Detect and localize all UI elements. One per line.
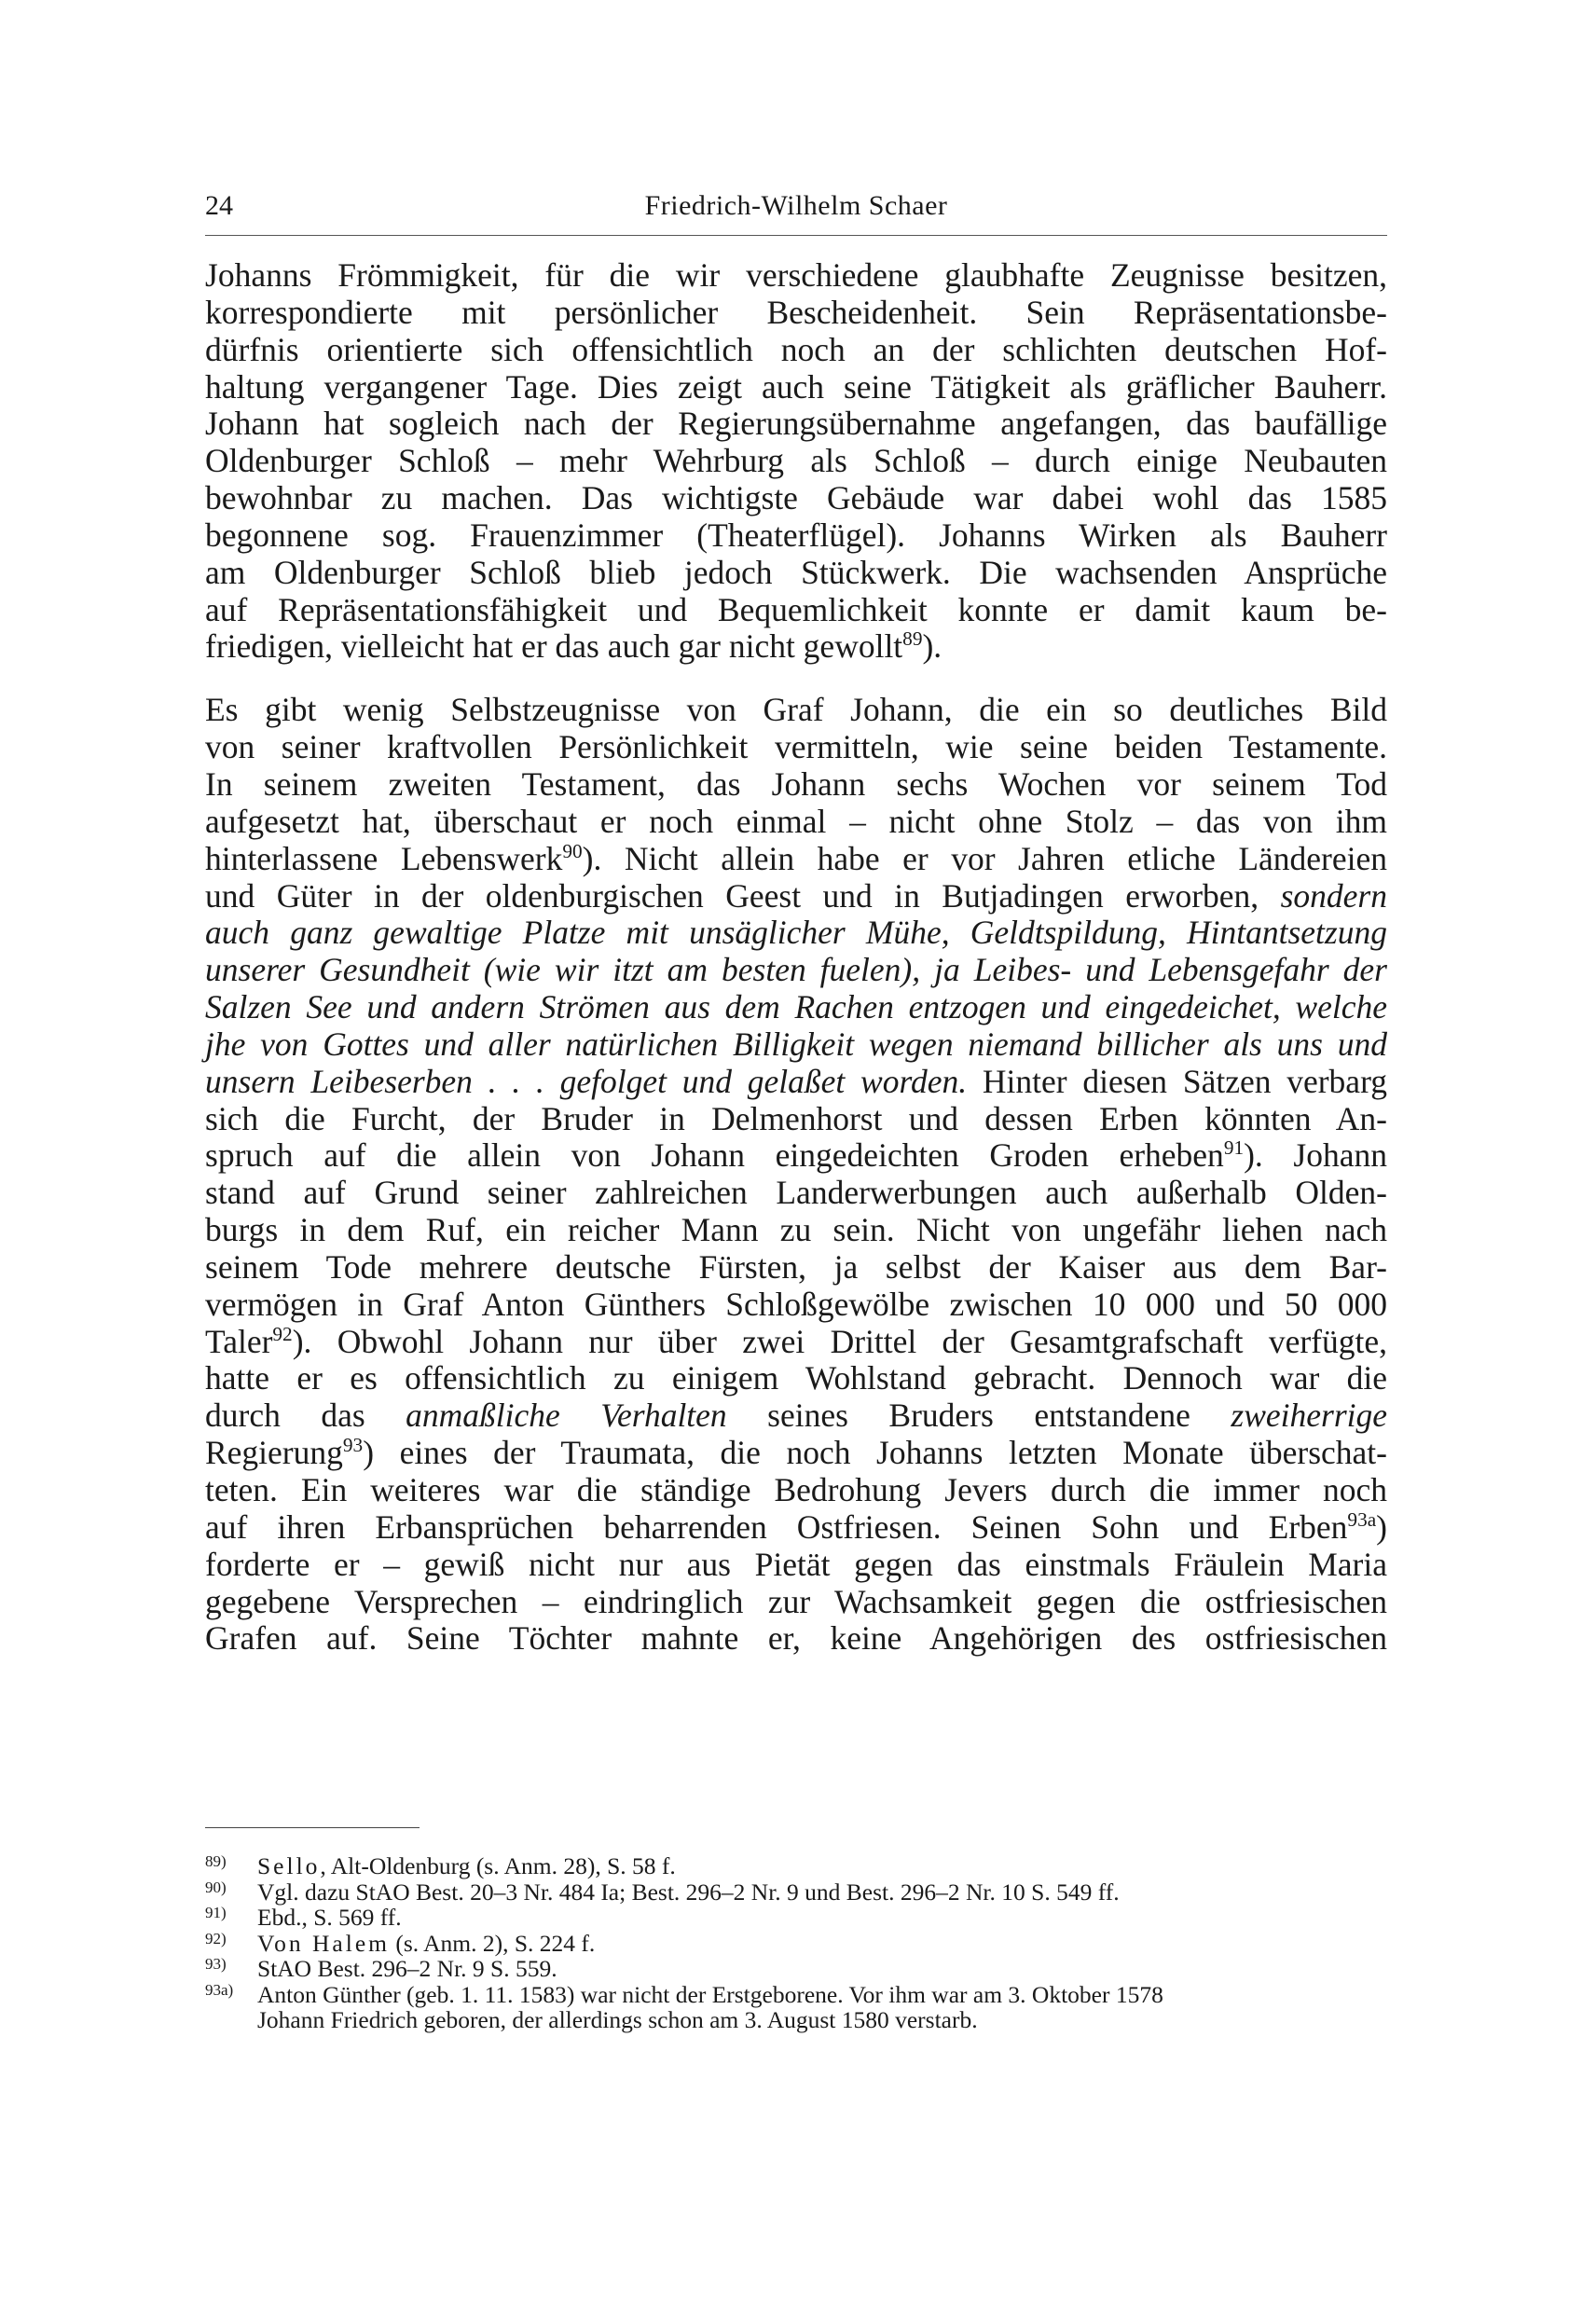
text-line xyxy=(205,628,1387,666)
footnote-ref: 89 xyxy=(902,627,923,651)
text-line: am Oldenburger Schloß blieb jedoch Stückwerk. Die wachsenden Ansprüche xyxy=(205,553,1387,591)
paragraph-2 xyxy=(205,692,1387,1658)
footnote-mark: 89) xyxy=(205,1852,227,1870)
footnote-ref: 91 xyxy=(1223,1136,1245,1160)
footnote-text: Vgl. dazu StAO Best. 20–3 Nr. 484 Ia; Best. 296–2 Nr. 9 und Best. 296–2 Nr. 10 S. 549 ff. xyxy=(257,1878,1120,1906)
footnote-text: Ebd., S. 569 ff. xyxy=(257,1904,402,1931)
footnote-ref: 92 xyxy=(272,1322,293,1345)
footnote-mark: 90) xyxy=(205,1878,227,1896)
author-name: Sello xyxy=(257,1852,321,1879)
footnote xyxy=(205,1956,1387,1982)
text-line xyxy=(205,1324,1387,1361)
text-run: Regierung xyxy=(205,1434,343,1472)
header-rule xyxy=(205,235,1387,236)
page-number: 24 xyxy=(205,190,233,221)
footnote-mark: 93a) xyxy=(205,1980,234,1999)
text-line: gegebene Versprechen – eindringlich zur Wachsamkeit gegen die ostfriesischen xyxy=(205,1582,1387,1620)
text-run: friedigen, vielleicht hat er das auch gar nicht gewollt xyxy=(205,627,903,666)
text-line xyxy=(205,1509,1387,1547)
footnote xyxy=(205,1905,1387,1931)
quote-run: anmaßliche Verhalten xyxy=(406,1397,727,1435)
text-run: durch das xyxy=(205,1397,406,1435)
footnote-text: StAO Best. 296–2 Nr. 9 S. 559. xyxy=(257,1955,557,1982)
text-run: ). Obwohl Johann nur über zwei Drittel der Gesamtgrafschaft verfügte, xyxy=(292,1322,1387,1360)
footnote-text: Johann Friedrich geboren, der allerdings schon am 3. August 1580 verstarb. xyxy=(257,2006,978,2033)
text-line: Grafen auf. Seine Töchter mahnte er, keine Angehörigen des ostfriesischen xyxy=(205,1619,1387,1658)
text-line: haltung vergangener Tage. Dies zeigt auch seine Tätigkeit als gräflicher Bauherr. xyxy=(205,367,1387,406)
text-line xyxy=(205,1064,1387,1101)
text-run: ). Johann xyxy=(1244,1136,1387,1175)
text-run: , Alt-Oldenburg (s. Anm. 28), S. 58 f. xyxy=(320,1852,676,1879)
footnote-continuation xyxy=(205,2007,1387,2033)
footnote-text: Anton Günther (geb. 1. 11. 1583) war nicht der Erstgeborene. Vor ihm war am 3. Oktober 1578 xyxy=(257,1980,1163,2008)
text-line: Johanns Frömmigkeit, für die wir verschiedene glaubhafte Zeugnisse besitzen, xyxy=(205,256,1387,294)
text-line: vermögen in Graf Anton Günthers Schloßgewölbe zwischen 10 000 und 50 000 xyxy=(205,1285,1387,1323)
footnote-mark: 92) xyxy=(205,1929,227,1947)
text-run: ). xyxy=(922,627,942,666)
footnote xyxy=(205,1879,1387,1906)
footnote-text xyxy=(257,1931,595,1957)
text-line: forderte er – gewiß nicht nur aus Pietät gegen das einstmals Fräulein Maria xyxy=(205,1545,1387,1583)
text-line: auf Repräsentationsfähigkeit und Bequemlichkeit konnte er damit kaum be- xyxy=(205,590,1387,628)
text-line: begonnene sog. Frauenzimmer (Theaterflügel). Johanns Wirken als Bauherr xyxy=(205,516,1387,554)
text-line: bewohnbar zu machen. Das wichtigste Gebäude war dabei wohl das 1585 xyxy=(205,479,1387,517)
text-run: hinterlassene Lebenswerk xyxy=(205,839,563,877)
text-line: seinem Tode mehrere deutsche Fürsten, ja selbst der Kaiser aus dem Bar- xyxy=(205,1247,1387,1286)
running-head xyxy=(205,190,1387,231)
quote-run: sondern xyxy=(1280,876,1387,915)
text-line xyxy=(205,1137,1387,1175)
text-run: seines Bruders entstandene xyxy=(726,1397,1231,1435)
text-line: von seiner kraftvollen Persönlichkeit vermitteln, wie seine beiden Testamente. xyxy=(205,728,1387,766)
footnote-ref: 93a xyxy=(1347,1508,1377,1532)
paragraph-gap xyxy=(205,666,1387,692)
footnote-ref: 93 xyxy=(342,1434,364,1457)
running-head-author: Friedrich-Wilhelm Schaer xyxy=(644,190,948,221)
text-line: hatte er es offensichtlich zu einigem Wohlstand gebracht. Dennoch war die xyxy=(205,1359,1387,1397)
text-line: stand auf Grund seiner zahlreichen Landerwerbungen auch außerhalb Olden- xyxy=(205,1174,1387,1212)
text-run: ) eines der Traumata, die noch Johanns letzten Monate überschat- xyxy=(363,1434,1387,1472)
text-line: aufgesetzt hat, überschaut er noch einmal – nicht ohne Stolz – das von ihm xyxy=(205,802,1387,840)
quote-line: Salzen See und andern Strömen aus dem Rachen entzogen und eingedeichet, welche xyxy=(205,988,1387,1026)
text-run: (s. Anm. 2), S. 224 f. xyxy=(389,1929,596,1957)
paragraph-1 xyxy=(205,257,1387,666)
text-line: Es gibt wenig Selbstzeugnisse von Graf Johann, die ein so deutliches Bild xyxy=(205,691,1387,729)
footnote xyxy=(205,1931,1387,1957)
author-name: Von Halem xyxy=(257,1929,390,1957)
text-run: Hinter diesen Sätzen verbarg xyxy=(967,1062,1387,1100)
quote-run: zweiherrige xyxy=(1231,1397,1388,1435)
footnote-text xyxy=(257,1853,676,1879)
text-line: teten. Ein weiteres war die ständige Bedrohung Jevers durch die immer noch xyxy=(205,1471,1387,1508)
footnote-mark: 93) xyxy=(205,1955,227,1973)
text-line: Johann hat sogleich nach der Regierungsübernahme angefangen, das baufällige xyxy=(205,405,1387,443)
text-line: Oldenburger Schloß – mehr Wehrburg als Schloß – durch einige Neubauten xyxy=(205,442,1387,480)
quote-line: jhe von Gottes und aller natürlichen Billigkeit wegen niemand billicher als uns und xyxy=(205,1025,1387,1063)
quote-run: unsern Leibeserben . . . gefolget und gelaßet worden. xyxy=(205,1062,968,1100)
footnote-ref: 90 xyxy=(562,839,583,862)
footnote xyxy=(205,1853,1387,1879)
text-run: ) xyxy=(1376,1507,1387,1546)
text-run: spruch auf die allein von Johann eingedeichten Groden erheben xyxy=(205,1136,1224,1175)
text-line xyxy=(205,878,1387,915)
footnote-mark: 91) xyxy=(205,1904,227,1921)
text-run: auf ihren Erbansprüchen beharrenden Ostfriesen. Seinen Sohn und Erben xyxy=(205,1507,1348,1546)
text-line xyxy=(205,841,1387,878)
text-line xyxy=(205,1435,1387,1472)
main-text xyxy=(205,257,1387,1658)
text-line: korrespondierte mit persönlicher Bescheidenheit. Sein Repräsentationsbe- xyxy=(205,293,1387,331)
text-run: Taler xyxy=(205,1322,273,1360)
text-run: und Güter in der oldenburgischen Geest und in Butjadingen erworben, xyxy=(205,876,1281,915)
footnote xyxy=(205,1982,1387,2008)
text-line: In seinem zweiten Testament, das Johann sechs Wochen vor seinem Tod xyxy=(205,764,1387,803)
quote-line: auch ganz gewaltige Platze mit unsäglicher Mühe, Geldtspildung, Hintantsetzung xyxy=(205,914,1387,952)
text-line: burgs in dem Ruf, ein reicher Mann zu sein. Nicht von ungefähr liehen nach xyxy=(205,1211,1387,1249)
text-line: dürfnis orientierte sich offensichtlich noch an der schlichten deutschen Hof- xyxy=(205,330,1387,368)
quote-line: unserer Gesundheit (wie wir itzt am besten fuelen), ja Leibes- und Lebensgefahr der xyxy=(205,951,1387,989)
text-line xyxy=(205,1397,1387,1435)
footnotes xyxy=(205,1853,1387,2033)
footnote-rule xyxy=(205,1827,420,1828)
text-run: ). Nicht allein habe er vor Jahren etliche Ländereien xyxy=(582,839,1388,877)
text-line: sich die Furcht, der Bruder in Delmenhorst und dessen Erben könnten An- xyxy=(205,1099,1387,1137)
